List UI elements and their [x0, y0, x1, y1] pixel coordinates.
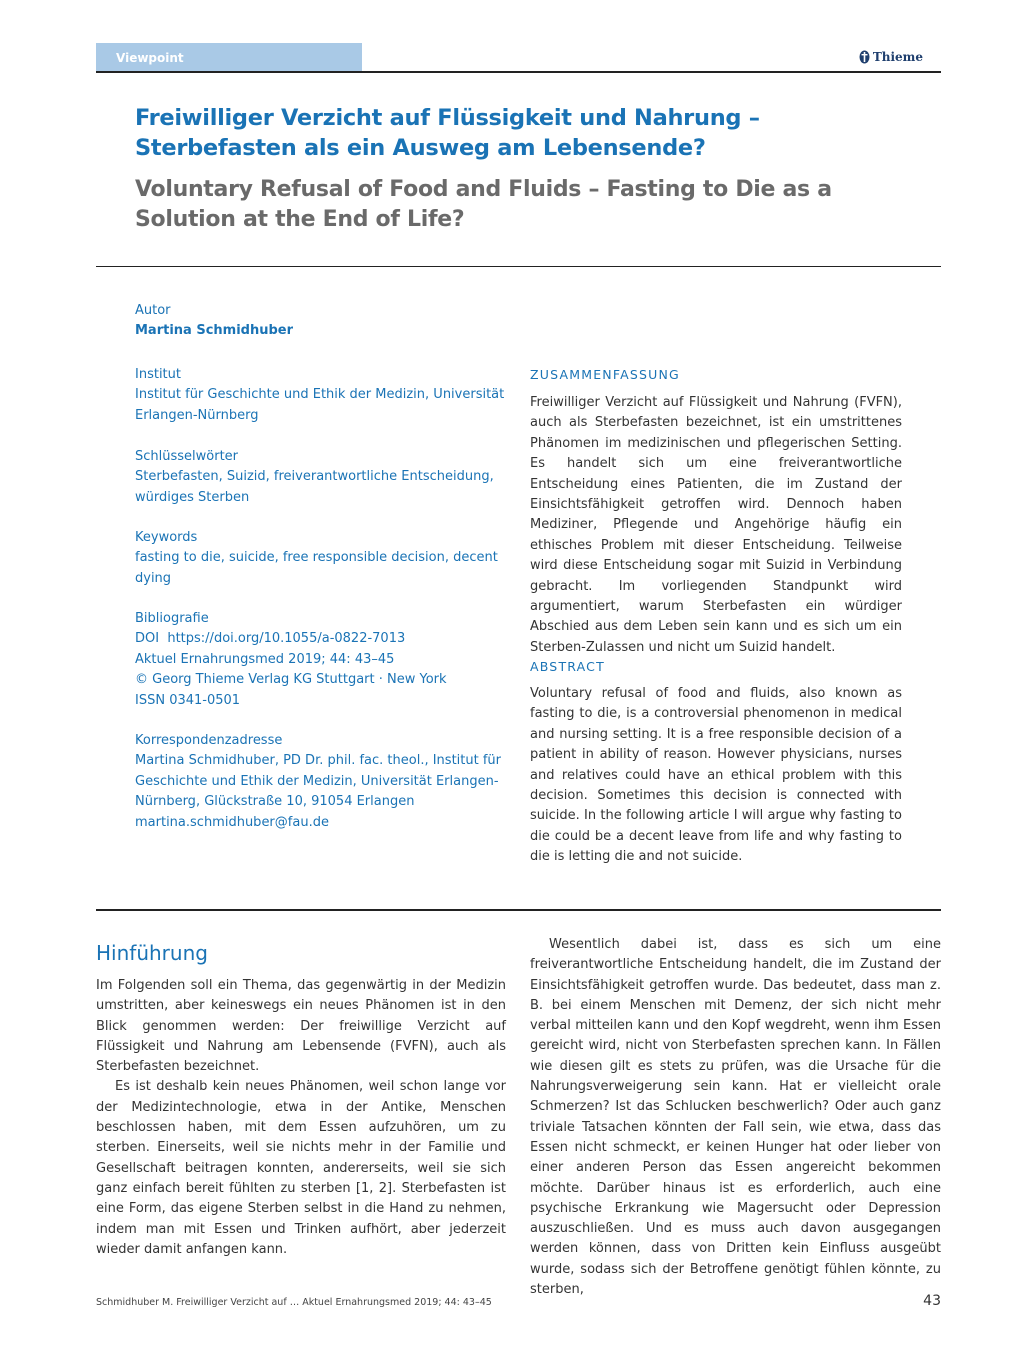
- keywords-en-block: [135, 528, 505, 589]
- correspondence-line: Geschichte und Ethik der Medizin, Universität Erlangen-: [135, 773, 499, 789]
- keywords-de-line: Sterbefasten, Suizid, freiverantwortliche Entscheidung,: [135, 469, 494, 485]
- body-paragraph: Im Folgenden soll ein Thema, das gegenwärtig in der Medizin umstritten, aber keineswegs ein neues Phänomen ist in den Blick genommen werden: Der freiwillige Verzicht auf Flüssigkeit und Nahrung am Lebensende (FVFN), auch als Sterbefasten bezeichnet.: [96, 978, 506, 1075]
- keywords-de-line: würdiges Sterben: [135, 489, 250, 505]
- publisher-logo: [859, 50, 923, 64]
- bibliography-heading: Bibliografie: [135, 611, 209, 626]
- bibliography-block: [135, 609, 505, 711]
- abstract-heading: ABSTRACT: [530, 659, 605, 674]
- doi-link[interactable]: https://doi.org/10.1055/a-0822-7013: [167, 631, 406, 647]
- copyright: © Georg Thieme Verlag KG Stuttgart · New York: [135, 672, 447, 688]
- correspondence-line: Nürnberg, Glückstraße 10, 91054 Erlangen: [135, 794, 415, 810]
- body-paragraph: Es ist deshalb kein neues Phänomen, weil schon lange vor der Medizintechnologie, etwa in der Antike, Menschen beschlossen haben, mit dem Essen aufzuhören, um zu sterben. Einerseits, weil sie nichts mehr in der Familie und Gesellschaft beitragen konnten, andererseits, weil sie sich ganz einfach bereit fühlten zu sterben [1, 2]. Sterbefasten ist eine Form, das eigene Sterben selbst in die Hand zu nehmen, indem man mit Essen und Trinken aufhört, aber jederzeit wieder damit anfangen kann.: [96, 1079, 506, 1257]
- correspondence-line: Martina Schmidhuber, PD Dr. phil. fac. theol., Institut für: [135, 753, 501, 769]
- page-number: 43: [923, 1293, 941, 1309]
- body-right-column: [530, 935, 941, 1300]
- author-heading: Autor: [135, 303, 171, 318]
- correspondence-block: [135, 731, 505, 833]
- journal-citation: Aktuel Ernahrungsmed 2019; 44: 43–45: [135, 651, 395, 667]
- zusammenfassung-heading: ZUSAMMENFASSUNG: [530, 367, 680, 382]
- author-name: Martina Schmidhuber: [135, 323, 294, 339]
- publisher-name: Thieme: [872, 50, 923, 64]
- institute-block: [135, 365, 505, 426]
- section-title: Hinführung: [96, 941, 208, 965]
- body-divider: [96, 909, 941, 911]
- body-paragraph: Wesentlich dabei ist, dass es sich um eine freiverantwortliche Entscheidung handelt, die im Zustand der Einsichtsfähigkeit getroffen wurde. Das bedeutet, dass man z. B. bei einem Menschen mit Demenz, der sich nicht mehr verbal mitteilen kann und den Kopf wegdreht, wenn ihm Essen gereicht wird, nicht von Sterbefasten sprechen kann. In Fällen wie diesen gilt es stets zu prüfen, was die Ursache für die Nahrungsverweigerung sein kann. Hat er vielleicht orale Schmerzen? Ist das Schlucken beschwerlich? Oder auch ganz triviale Tatsachen könnten der Fall sein, wie etwa, dass das Essen nicht schmeckt, er keinen Hunger hat oder lieber von einer anderen Person das Essen angereicht bekommen möchte. Darüber hinaus ist es erforderlich, auch eine psychische Erkrankung wie Magersucht oder Depression auszuschließen. Und es muss auch davon ausgegangen werden können, dass von Dritten kein Einfluss ausgeübt wurde, sodass sich der Betroffene genötigt fühlen könnte, zu sterben,: [530, 937, 941, 1298]
- title-divider: [96, 266, 941, 267]
- title-german: Freiwilliger Verzicht auf Flüssigkeit und Nahrung – Sterbefasten als ein Ausweg am Lebensende?: [135, 105, 760, 161]
- section-tag: Viewpoint: [96, 43, 362, 72]
- institute-line: Institut für Geschichte und Ethik der Medizin, Universität: [135, 387, 505, 403]
- keywords-de-block: [135, 447, 505, 508]
- correspondence-heading: Korrespondenzadresse: [135, 733, 283, 748]
- title-english: Voluntary Refusal of Food and Fluids – Fasting to Die as a Solution at the End of Life?: [135, 177, 832, 232]
- institute-line: Erlangen-Nürnberg: [135, 407, 259, 423]
- footer-citation: Schmidhuber M. Freiwilliger Verzicht auf … Aktuel Ernahrungsmed 2019; 44: 43–45: [96, 1297, 492, 1308]
- correspondence-email[interactable]: martina.schmidhuber@fau.de: [135, 814, 329, 830]
- doi-label: DOI: [135, 631, 160, 647]
- issn: ISSN 0341-0501: [135, 692, 241, 708]
- doi-row: [135, 629, 505, 649]
- thieme-logo-icon: [859, 50, 870, 64]
- keywords-en-line: dying: [135, 570, 172, 586]
- keywords-en-line: fasting to die, suicide, free responsible decision, decent: [135, 550, 498, 566]
- institute-heading: Institut: [135, 367, 181, 382]
- zusammenfassung-text: Freiwilliger Verzicht auf Flüssigkeit und Nahrung (FVFN), auch als Sterbefasten bezeichnet, ist ein umstrittenes Phänomen im medizinischen und pflegerischen Setting. Es handelt sich um eine freiverantwortliche Entscheidung eines Patienten, die im Zustand der Einsichtsfähigkeit getroffen wird. Dennoch haben Mediziner, Pflegende und Angehörige häufig ein ethisches Problem mit dieser Entscheidung. Teilweise wird diese Entscheidung sogar mit Suizid in Verbindung gebracht. Im vorliegenden Standpunkt wird argumentiert, warum Sterbefasten ein würdiger Abschied aus dem Leben sein kann und es sich um ein Sterben-Zulassen und nicht um Suizid handelt.: [530, 395, 902, 655]
- author-block: [135, 301, 505, 342]
- abstract-text: Voluntary refusal of food and fluids, also known as fasting to die, is a controversial phenomenon in medical and nursing setting. It is a free responsible decision of a patient in ability of reason. However physicians, nurses and relatives could have an ethical problem with this decision. Sometimes this decision is connected with suicide. In the following article I will argue why fasting to die could be a decent leave from life and why fasting to die is letting die and not suicide.: [530, 686, 902, 865]
- keywords-de-heading: Schlüsselwörter: [135, 449, 239, 464]
- keywords-en-heading: Keywords: [135, 530, 198, 545]
- header-rule: [96, 71, 941, 73]
- body-left-column: [96, 976, 506, 1260]
